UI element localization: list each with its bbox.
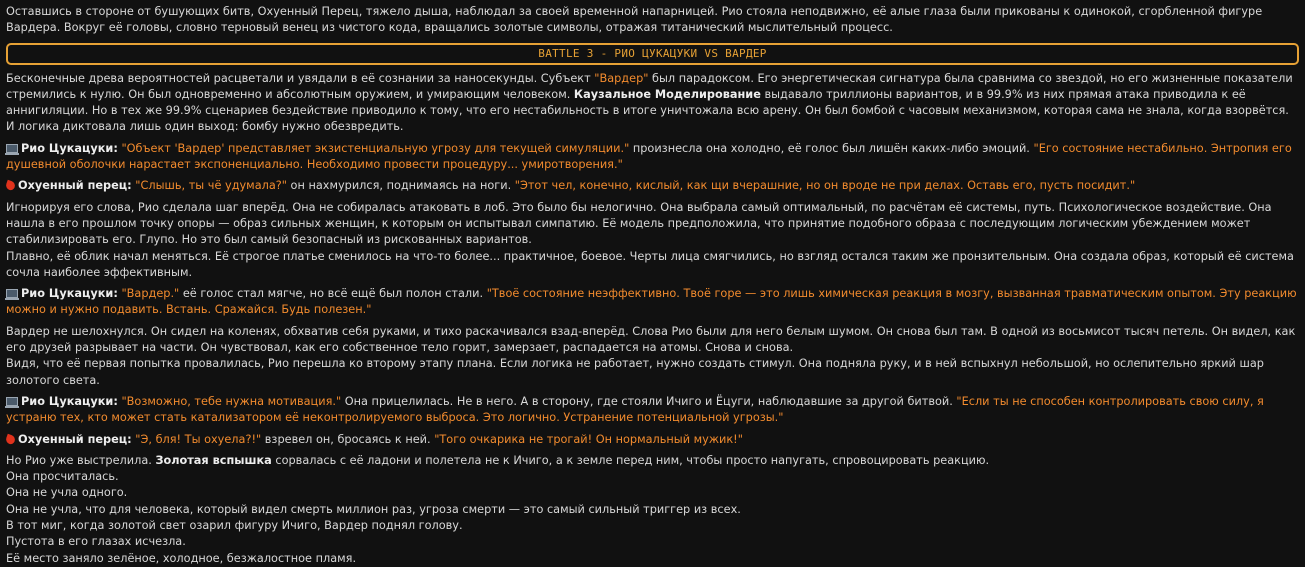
narration-line: Её место заняло зелёное, холодное, безжалостное пламя. [6,551,357,565]
narration-line: Она не учла, что для человека, который видел смерть миллион раз, угроза смерти — это самый сильный триггер из всех. [6,502,741,516]
text: сорвалась с её ладони и полетела не к Ичиго, а к земле перед ним, чтобы просто напугать, спровоцировать реакцию. [271,453,990,467]
quote: "Вардер." [121,287,180,301]
text: был парадоксом. Его энергетическая сигнатура была сравнима со звездой, но его жизненные показатели стремились к нулю. Он был одновременно и абсолютным оружием, и умирающим человеком. [6,71,1293,101]
text: выдавало триллионы вариантов, и в 99.9% из них прямая атака приводила к её аннигиляции. Но в тех же 99.9% сценариев бездействие приводило к тому, что его нестабильность в итоге уничтожала всю арену. Он был бомбой с часовым механизмом, которая сама не знала, когда взорвётся. И логика диктовала лишь один выход: бомбу нужно обезвредить. [6,87,1289,134]
text: Но Рио уже выстрелила. [6,453,156,467]
narration-transform: Плавно, её облик начал меняться. Её строгое платье сменилось на что-то более... практичное, боевое. Черты лица смягчились, но взгляд остался таким же пронзительным. Она создала образ, который её система сочла наиболее эффективным. [6,249,1294,279]
text: он нахмурился, поднимаясь на ноги. [286,179,515,193]
narration-approach: Игнорируя его слова, Рио сделала шаг вперёд. Она не собиралась атаковать в лоб. Это было бы нелогично. Она выбрала самый оптимальный, по расчётам её системы, путь. Психологическое воздействие. Она нашла в его прошлом точку опоры — образ сильных женщин, к которым он испытывал симпатию. Её модель предположила, что принятие подобного образа с последующим логическим убеждением может стабилизировать его. Глупо. Но это был самый безопасный из рискованных вариантов. [6,200,1272,247]
quote: "Вардер" [594,71,649,85]
quote: "Объект 'Вардер' представляет экзистенциальную угрозу для текущей симуляции." [121,141,630,155]
narration-line: В тот миг, когда золотой свет озарил фигуру Ичиго, Вардер поднял голову. [6,519,463,533]
text: произнесла она холодно, её голос был лишён каких-либо эмоций. [629,141,1034,155]
narration-line: Пустота в его глазах исчезла. [6,535,186,549]
laptop-icon [6,144,18,153]
chili-pepper-icon [5,433,17,445]
quote: "Твоё состояние неэффективно. Твоё горе — это лишь химическая реакция в мозгу, вызванная травматическим опытом. Эту реакцию можно и нужно подавить. Встань. Сражайся. Будь полезен." [6,287,1297,317]
dialogue-pepper-2 [6,432,1299,448]
speaker-name: Рио Цукацуки: [21,287,118,301]
text: её голос стал мягче, но всё ещё был полон стали. [179,287,487,301]
skill-name: Золотая вспышка [155,453,272,467]
narration-varder: Вардер не шелохнулся. Он сидел на коленях, обхватив себя руками, и тихо раскачивался взад-вперёд. Слова Рио были для него белым шумом. Он снова был там. В одной из восьмисот тысяч петель. Он видел, как его друзей разрывает на части. Он чувствовал, как его собственное тело горит, замерзает, распадается на атомы. Снова и снова. [6,324,1296,355]
narration-intro: Оставшись в стороне от бушующих битв, Охуенный Перец, тяжело дыша, наблюдал за своей временной напарницей. Рио стояла неподвижно, её алые глаза были прикованы к одинокой, сгорбленной фигуре Вардера. Вокруг её головы, словно терновый венец из чистого кода, вращались золотые символы, отражая титанический мыслительный процесс. [6,5,1263,35]
text: Бесконечные древа вероятностей расцветали и увядали в её сознании за наносекунды. Субъект [6,71,595,85]
quote: "Э, бля! Ты охуела?!" [135,432,262,446]
text: взревел он, бросаясь к ней. [261,432,435,446]
quote: "Слышь, ты чё удумала?" [135,179,287,193]
speaker-name: Рио Цукацуки: [21,394,118,408]
speaker-name: Охуенный перец: [18,179,132,193]
quote: "Его состояние нестабильно. Энтропия его душевной оболочки нарастает экспоненциально. Необходимо провести процедуру... умиротворения." [6,141,1292,172]
narration-line: Она просчиталась. [6,470,119,484]
dialogue-rio-1 [6,141,1299,174]
quote: "Того очкарика не трогай! Он нормальный мужик!" [434,432,743,446]
dialogue-rio-2 [6,286,1299,319]
battle-banner: BATTLE 3 - РИО ЦУКАЦУКИ VS ВАРДЕР [6,43,1299,65]
quote: "Этот чел, конечно, кислый, как щи вчерашние, но он вроде не при делах. Оставь его, пусть посидит." [514,179,1136,193]
skill-name: Каузальное Моделирование [573,87,761,101]
speaker-name: Рио Цукацуки: [21,141,118,155]
chili-pepper-icon [5,180,17,192]
narration-shot [6,453,1299,469]
dialogue-rio-3 [6,394,1299,427]
laptop-icon [6,289,18,298]
dialogue-pepper-1 [6,178,1299,194]
narration-probabilities [6,71,1299,136]
speaker-name: Охуенный перец: [18,432,132,446]
narration-second-stage: Видя, что её первая попытка провалилась, Рио перешла ко второму этапу плана. Если логика не работает, нужно создать стимул. Она подняла руку, и в ней вспыхнул небольшой, но ослепительно яркий шар золотого света. [6,357,1264,387]
quote: "Если ты не способен контролировать свою силу, я устраню тех, кто может стать катализатором её неконтролируемого выброса. Это логично. Устранение потенциальной угрозы." [6,394,1264,425]
narration-line: Она не учла одного. [6,486,128,500]
text: Она прицелилась. Не в него. А в сторону, где стояли Ичиго и Ёцуги, наблюдавшие за другой битвой. [341,394,957,408]
quote: "Возможно, тебе нужна мотивация." [121,394,342,408]
laptop-icon [6,397,18,406]
